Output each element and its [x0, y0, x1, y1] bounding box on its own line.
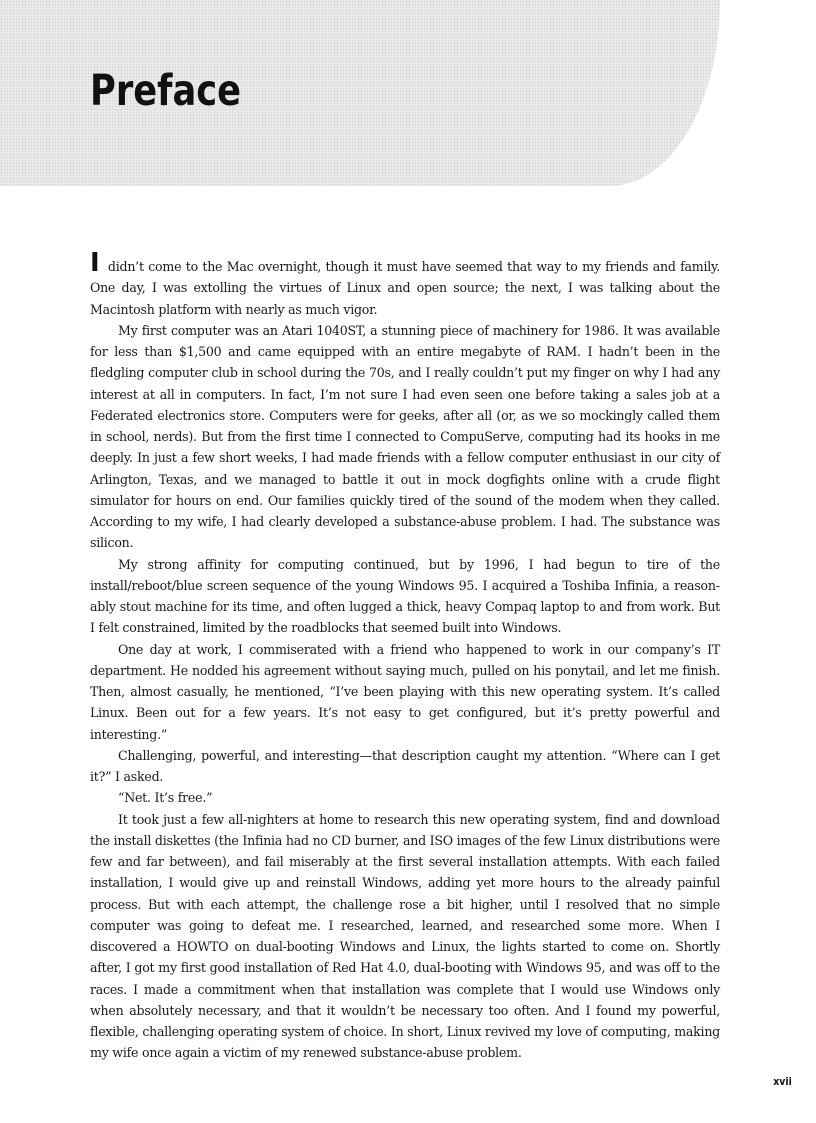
paragraph-7: It took just a few all-nighters at home to research this new operating system, find and download the install diskettes (the Infinia had no CD burner, and ISO images of the few Linux distributions were few and far between), and fail miserably at the first several installation attempts. With each failed installation, I would give up and reinstall Windows, adding yet more hours to the already painful process. But with each attempt, the challenge rose a bit higher, until I resolved that no simple computer was going to defeat me. I researched, learned, and researched some more. When I discovered a HOWTO on dual-booting Windows and Linux, the lights started to come on. Shortly after, I got my first good installation of Red Hat 4.0, dual-booting with Windows 95, and was off to the races. I made a commitment when that installation was complete that I would use Windows only when absolutely necessary, and that it wouldn’t be necessary too often. And I found my powerful, flexible, challenging operating system of choice. In short, Linux revived my love of computing, making my wife once again a victim of my renewed substance-abuse problem. — [90, 811, 720, 1061]
paragraph-5: Challenging, powerful, and interesting—that description caught my attention. “Where can I get it?” I asked. — [90, 747, 720, 784]
paragraph-4: One day at work, I commiserated with a friend who happened to work in our company’s IT department. He nodded his agreement without saying much, pulled on his ponytail, and let me finish. Then, almost casually, he mentioned, “I’ve been playing with this new operating system. It’s called Linux. Been out for a few years. It’s not easy to get configured, but it’s pretty powerful and interesting.” — [90, 641, 720, 742]
page-number: xvii — [773, 1075, 792, 1088]
body-text — [90, 248, 720, 1064]
paragraph-1 — [90, 248, 720, 320]
paragraph-6: “Net. It’s free.” — [118, 790, 213, 806]
drop-cap: I — [90, 248, 100, 278]
paragraph-1-text: didn’t come to the Mac overnight, though it must have seemed that way to my friends and family. One day, I was extolling the virtues of Linux and open source; the next, I was talking about the Macintosh platform with nearly as much vigor. — [90, 259, 720, 317]
page-title: Preface — [90, 66, 242, 116]
paragraph-2: My first computer was an Atari 1040ST, a stunning piece of machinery for 1986. It was available for less than $1,500 and came equipped with an entire megabyte of RAM. I hadn’t been in the fledgling computer club in school during the 70s, and I really couldn’t put my finger on why I had any interest at all in computers. In fact, I’m not sure I had even seen one before taking a sales job at a Federated electronics store. Computers were for geeks, after all (or, as we so mockingly called them in school, nerds). But from the first time I connected to CompuServe, computing had its hooks in me deeply. In just a few short weeks, I had made friends with a fellow computer enthusiast in our city of Arlington, Texas, and we managed to battle it out in mock dogfights online with a crude flight simulator for hours on end. Our families quickly tired of the sound of the modem when they called. According to my wife, I had clearly developed a substance-abuse problem. I had. The substance was silicon. — [90, 322, 720, 551]
paragraph-3: My strong affinity for computing continued, but by 1996, I had begun to tire of the install/reboot/blue screen sequence of the young Windows 95. I acquired a Toshiba Infinia, a reasonably stout machine for its time, and often lugged a thick, heavy Compaq laptop to and from work. But I felt constrained, limited by the roadblocks that seemed built into Windows. — [90, 556, 720, 636]
